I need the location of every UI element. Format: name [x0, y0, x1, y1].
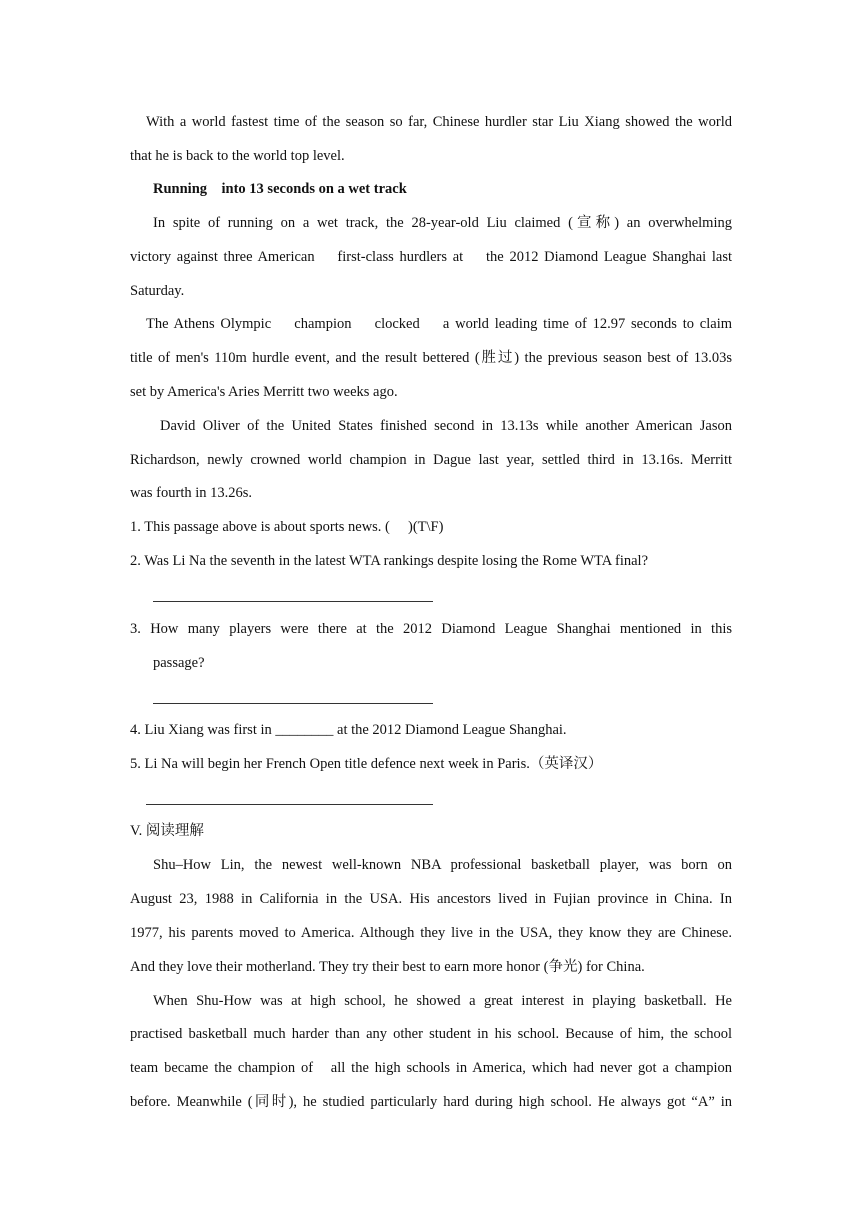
answer-line-5[interactable]: [146, 804, 433, 805]
reading-paragraph-2-line-1: When Shu-How was at high school, he showed a great interest in playing basketball. He: [153, 993, 732, 1009]
passage-paragraph-2-line-3: Saturday.: [130, 283, 185, 299]
passage-paragraph-2-line-2: victory against three American first-class hurdlers at the 2012 Diamond League Shanghai last: [130, 249, 732, 265]
question-5: 5. Li Na will begin her French Open title defence next week in Paris.（英译汉）: [130, 756, 603, 772]
passage-paragraph-3-line-3: set by America's Aries Merritt two weeks ago.: [130, 384, 398, 400]
reading-paragraph-1-line-1: Shu–How Lin, the newest well-known NBA professional basketball player, was born on: [153, 857, 732, 873]
passage-paragraph-3-line-1: The Athens Olympic champion clocked a world leading time of 12.97 seconds to claim: [146, 316, 732, 332]
answer-line-2[interactable]: [153, 601, 433, 602]
passage-paragraph-1-line-1: With a world fastest time of the season so far, Chinese hurdler star Liu Xiang showed the world: [146, 114, 732, 130]
reading-paragraph-1-line-4: And they love their motherland. They try their best to earn more honor (争光) for China.: [130, 959, 645, 975]
passage-paragraph-4-line-2: Richardson, newly crowned world champion in Dague last year, settled third in 13.16s. Merritt: [130, 452, 732, 468]
passage-paragraph-2-line-1: In spite of running on a wet track, the 28-year-old Liu claimed (宣称) an overwhelming: [153, 215, 732, 231]
passage-paragraph-1-line-2: that he is back to the world top level.: [130, 148, 345, 164]
answer-line-3[interactable]: [153, 703, 433, 704]
reading-paragraph-1-line-2: August 23, 1988 in California in the USA. His ancestors lived in Fujian province in China. In: [130, 891, 732, 907]
question-3-line-1: 3. How many players were there at the 2012 Diamond League Shanghai mentioned in this: [130, 621, 732, 637]
reading-paragraph-1-line-3: 1977, his parents moved to America. Although they live in the USA, they know they are Chinese.: [130, 925, 732, 941]
passage-paragraph-4-line-1: David Oliver of the United States finished second in 13.13s while another American Jason: [160, 418, 732, 434]
reading-paragraph-2-line-3: team became the champion of all the high schools in America, which had never got a champion: [130, 1060, 732, 1076]
section-title: V. 阅读理解: [130, 823, 204, 839]
passage-paragraph-3-line-2: title of men's 110m hurdle event, and the result bettered (胜过) the previous season best of 13.03s: [130, 350, 732, 366]
question-3-line-2: passage?: [153, 655, 205, 671]
passage-paragraph-4-line-3: was fourth in 13.26s.: [130, 485, 253, 501]
reading-paragraph-2-line-4: before. Meanwhile (同时), he studied particularly hard during high school. He always got “A” in: [130, 1094, 732, 1110]
question-4: 4. Liu Xiang was first in ________ at the 2012 Diamond League Shanghai.: [130, 722, 567, 738]
passage-heading: Running into 13 seconds on a wet track: [153, 181, 407, 197]
reading-paragraph-2-line-2: practised basketball much harder than any other student in his school. Because of him, the school: [130, 1026, 732, 1042]
question-2: 2. Was Li Na the seventh in the latest WTA rankings despite losing the Rome WTA final?: [130, 553, 649, 569]
question-1: 1. This passage above is about sports news. ( )(T\F): [130, 519, 444, 535]
